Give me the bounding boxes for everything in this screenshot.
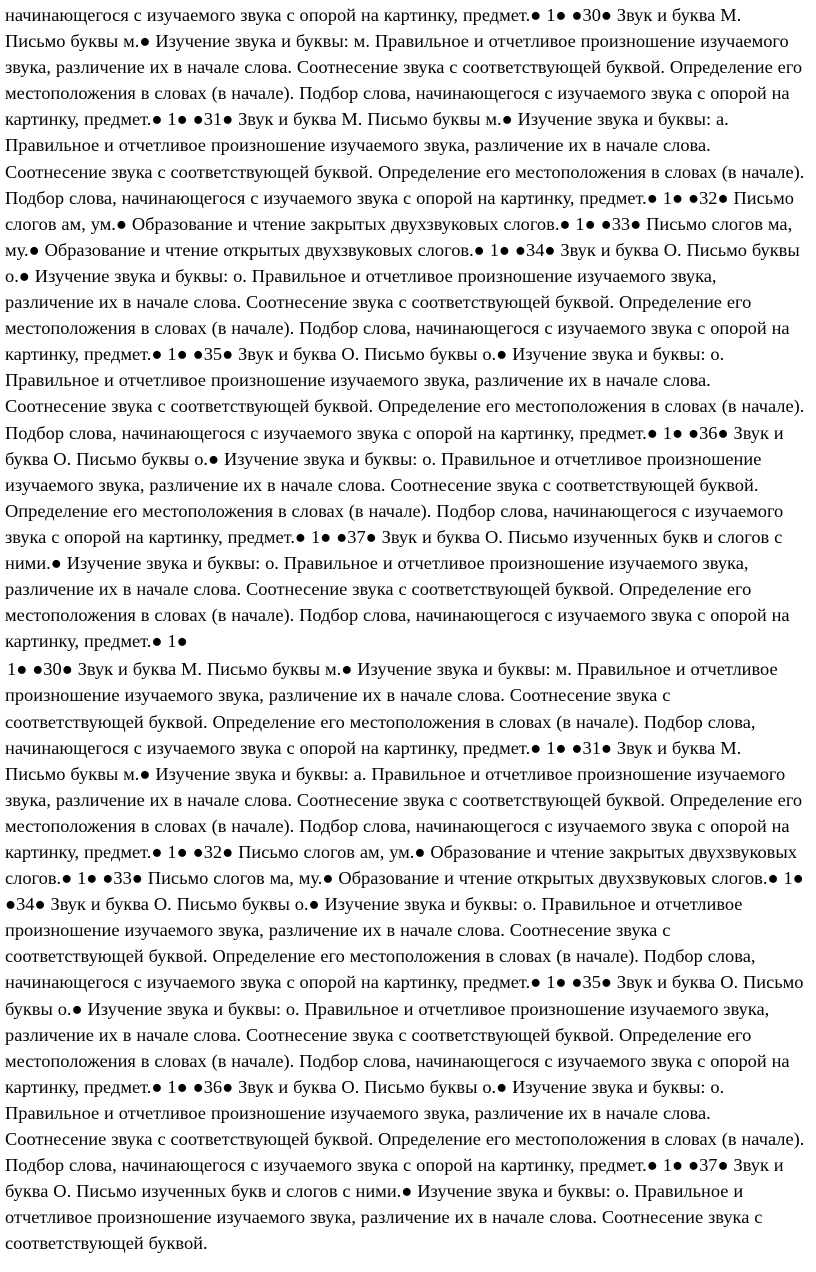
paragraph-lessons-30-37-first: начинающегося с изучаемого звука с опорой на картинку, предмет.● 1● ●30● Звук и буква М. Письмо буквы м.● Изучение звука и буквы: м. Правильное и отчетливое произношение изучаемого звука, различение их в начале слова. Соотнесение звука с соответствующей буквой. Определение его местоположения в словах (в начале). Подбор слова, начинающегося с изучаемого звука с опорой на картинку, предмет.● 1● ●31● Звук и буква М. Письмо буквы м.● Изучение звука и буквы: а. Правильное и отчетливое произношение изучаемого звука, различение их в начале слова. Соотнесение звука с соответствующей буквой. Определение его местоположения в словах (в начале). Подбор слова, начинающегося с изучаемого звука с опорой на картинку, предмет.● 1● ●32● Письмо слогов ам, ум.● Образование и чтение закрытых двухзвуковых слогов.● 1● ●33● Письмо слогов ма, му.● Образование и чтение открытых двухзвуковых слогов.● 1● ●34● Звук и буква О. Письмо буквы о.● Изучение звука и буквы: о. Правильное и отчетливое произношение изучаемого звука, различение их в начале слова. Соотнесение звука с соответствующей буквой. Определение его местоположения в словах (в начале). Подбор слова, начинающегося с изучаемого звука с опорой на картинку, предмет.● 1● ●35● Звук и буква О. Письмо буквы о.● Изучение звука и буквы: о. Правильное и отчетливое произношение изучаемого звука, различение их в начале слова. Соотнесение звука с соответствующей буквой. Определение его местоположения в словах (в начале). Подбор слова, начинающегося с изучаемого звука с опорой на картинку, предмет.● 1● ●36● Звук и буква О. Письмо буквы о.● Изучение звука и буквы: о. Правильное и отчетливое произношение изучаемого звука, различение их в начале слова. Соотнесение звука с соответствующей буквой. Определение его местоположения в словах (в начале). Подбор слова, начинающегося с изучаемого звука с опорой на картинку, предмет.● 1● ●37● Звук и буква О. Письмо изученных букв и слогов с ними.● Изучение звука и буквы: о. Правильное и отчетливое произношение изучаемого звука, различение их в начале слова. Соотнесение звука с соответствующей буквой. Определение его местоположения в словах (в начале). Подбор слова, начинающегося с изучаемого звука с опорой на картинку, предмет.● 1● xyxy=(5,5,805,652)
paragraph-lessons-30-37-second: 1● ●30● Звук и буква М. Письмо буквы м.● Изучение звука и буквы: м. Правильное и отчетливое произношение изучаемого звука, различение их в начале слова. Соотнесение звука с соответствующей буквой. Определение его местоположения в словах (в начале). Подбор слова, начинающегося с изучаемого звука с опорой на картинку, предмет.● 1● ●31● Звук и буква М. Письмо буквы м.● Изучение звука и буквы: а. Правильное и отчетливое произношение изучаемого звука, различение их в начале слова. Соотнесение звука с соответствующей буквой. Определение его местоположения в словах (в начале). Подбор слова, начинающегося с изучаемого звука с опорой на картинку, предмет.● 1● ●32● Письмо слогов ам, ум.● Образование и чтение закрытых двухзвуковых слогов.● 1● ●33● Письмо слогов ма, му.● Образование и чтение открытых двухзвуковых слогов.● 1● ●34● Звук и буква О. Письмо буквы о.● Изучение звука и буквы: о. Правильное и отчетливое произношение изучаемого звука, различение их в начале слова. Соотнесение звука с соответствующей буквой. Определение его местоположения в словах (в начале). Подбор слова, начинающегося с изучаемого звука с опорой на картинку, предмет.● 1● ●35● Звук и буква О. Письмо буквы о.● Изучение звука и буквы: о. Правильное и отчетливое произношение изучаемого звука, различение их в начале слова. Соотнесение звука с соответствующей буквой. Определение его местоположения в словах (в начале). Подбор слова, начинающегося с изучаемого звука с опорой на картинку, предмет.● 1● ●36● Звук и буква О. Письмо буквы о.● Изучение звука и буквы: о. Правильное и отчетливое произношение изучаемого звука, различение их в начале слова. Соотнесение звука с соответствующей буквой. Определение его местоположения в словах (в начале). Подбор слова, начинающегося с изучаемого звука с опорой на картинку, предмет.● 1● ●37● Звук и буква О. Письмо изученных букв и слогов с ними.● Изучение звука и буквы: о. Правильное и отчетливое произношение изучаемого звука, различение их в начале слова. Соотнесение звука с соответствующей буквой. xyxy=(5,659,805,1254)
